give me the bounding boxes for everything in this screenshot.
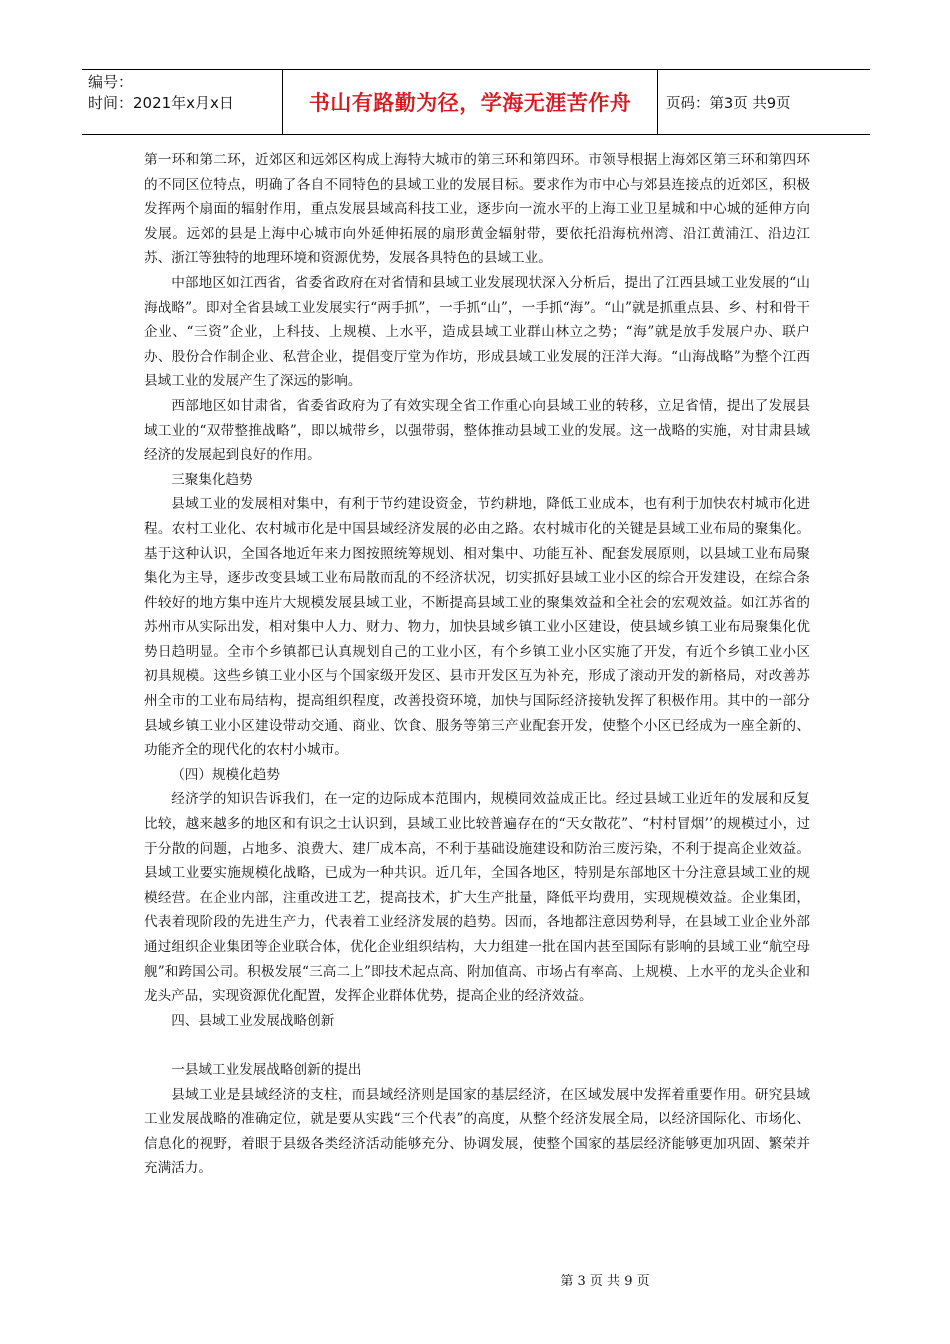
header-meta-cell bbox=[82, 70, 283, 134]
subsection-heading-1: 一县域工业发展战略创新的提出 bbox=[171, 1061, 362, 1078]
number-label: 编号： bbox=[88, 73, 134, 91]
header-motto-cell bbox=[283, 70, 658, 134]
paragraph-3: 西部地区如甘肃省，省委省政府为了有效实现全省工作重心向县域工业的转移，立足省情，提出了发展县域工业的“双带整推战略”，即以城带乡，以强带弱，整体推动县域工业的发展。这一战略的实施，对甘肃县域经济的发展起到良好的作用。 bbox=[144, 397, 810, 464]
time-label: 时间：2021年x月x日 bbox=[88, 94, 234, 112]
motto-text: 书山有路勤为径，学海无涯苦作舟 bbox=[308, 91, 632, 115]
paragraph-4: 县域工业的发展相对集中，有利于节约建设资金，节约耕地，降低工业成本，也有利于加快农村城市化进程。农村工业化、农村城市化是中国县域经济发展的必由之路。农村城市化的关键是县域工业布局的聚集化。基于这种认识，全国各地近年来力图按照统筹规划、相对集中、功能互补、配套发展原则，以县域工业布局聚集化为主导，逐步改变县域工业布局散而乱的不经济状况，切实抓好县域工业小区的综合开发建设，在综合条件较好的地方集中连片大规模发展县域工业，不断提高县域工业的聚集效益和全社会的宏观效益。如江苏省的苏州市从实际出发，相对集中人力、财力、物力，加快县域乡镇工业小区建设，使县域乡镇工业布局聚集化优势日趋明显。全市个乡镇都已认真规划自己的工业小区，有个乡镇工业小区实施了开发，有近个乡镇工业小区初具规模。这些乡镇工业小区与个国家级开发区、县市开发区互为补充，形成了滚动开发的新格局，对改善苏州全市的工业布局结构，提高组织程度，改善投资环境，加快与国际经济接轨发挥了积极作用。其中的一部分县域乡镇工业小区建设带动交通、商业、饮食、服务等第三产业配套开发，使整个小区已经成为一座全新的、功能齐全的现代化的农村小城市。 bbox=[144, 496, 810, 759]
paragraph-2: 中部地区如江西省，省委省政府在对省情和县域工业发展现状深入分析后，提出了江西县域工业发展的“山海战略”。即对全省县域工业发展实行“两手抓”，一手抓“山”，一手抓“海”。“山”就是抓重点县、乡、村和骨干企业、“三资”企业，上科技、上规模、上水平，造成县域工业群山林立之势；“海”就是放手发展户办、联户办、股份合作制企业、私营企业，提倡变厅堂为作坊，形成县域工业发展的汪洋大海。“山海战略”为整个江西县域工业的发展产生了深远的影响。 bbox=[144, 274, 810, 390]
paragraph-1: 第一环和第二环，近郊区和远郊区构成上海特大城市的第三环和第四环。市领导根据上海郊区第三环和第四环的不同区位特点，明确了各自不同特色的县域工业的发展目标。要求作为市中心与郊县连接点的近郊区，积极发挥两个扇面的辐射作用，重点发展县域高科技工业，逐步向一流水平的上海工业卫星城和中心城的延伸方向发展。远郊的县是上海中心城市向外延伸拓展的扇形黄金辐射带，要依托沿海杭州湾、沿江黄浦江、沿边江苏、浙江等独特的地理环境和资源优势，发展各具特色的县域工业。 bbox=[144, 152, 810, 267]
footer-page-number: 第 3 页 共 9 页 bbox=[560, 1274, 650, 1289]
page-footer bbox=[0, 1270, 950, 1289]
paragraph-6: 县域工业是县域经济的支柱，而县域经济则是国家的基层经济，在区域发展中发挥着重要作用。研究县域工业发展战略的准确定位，就是要从实践“三个代表”的高度，从整个经济发展全局，以经济国际化、市场化、信息化的视野，着眼于县级各类经济活动能够充分、协调发展，使整个国家的基层经济能够更加巩固、繁荣并充满活力。 bbox=[144, 1086, 810, 1177]
section-heading-3: 三聚集化趋势 bbox=[171, 471, 253, 488]
document-body bbox=[144, 148, 810, 1181]
header-page-cell bbox=[658, 70, 870, 134]
page-label: 页码：第3页 共9页 bbox=[666, 95, 791, 112]
section-heading-4: （四）规模化趋势 bbox=[171, 766, 280, 783]
blank-line bbox=[144, 1033, 810, 1058]
chapter-heading-4: 四、县域工业发展战略创新 bbox=[171, 1012, 335, 1029]
header-table bbox=[82, 69, 870, 135]
paragraph-5: 经济学的知识告诉我们，在一定的边际成本范围内，规模同效益成正比。经过县域工业近年的发展和反复比较，越来越多的地区和有识之士认识到，县域工业比较普遍存在的“天女散花”、“村村冒烟’’的规模过小，过于分散的问题，占地多、浪费大、建厂成本高，不利于基础设施建设和防治三废污染，不利于提高企业效益。县域工业要实施规模化战略，已成为一种共识。近几年，全国各地区，特别是东部地区十分注意县域工业的规模经营。在企业内部，注重改进工艺，提高技术，扩大生产批量，降低平均费用，实现规模效益。企业集团，代表着现阶段的先进生产力，代表着工业经济发展的趋势。因而，各地都注意因势利导，在县域工业企业外部通过组织企业集团等企业联合体，优化企业组织结构，大力组建一批在国内甚至国际有影响的县域工业“航空母舰”和跨国公司。积极发展“三高二上”即技术起点高、附加值高、市场占有率高、上规模、上水平的龙头企业和龙头产品，实现资源优化配置，发挥企业群体优势，提高企业的经济效益。 bbox=[144, 791, 810, 1005]
